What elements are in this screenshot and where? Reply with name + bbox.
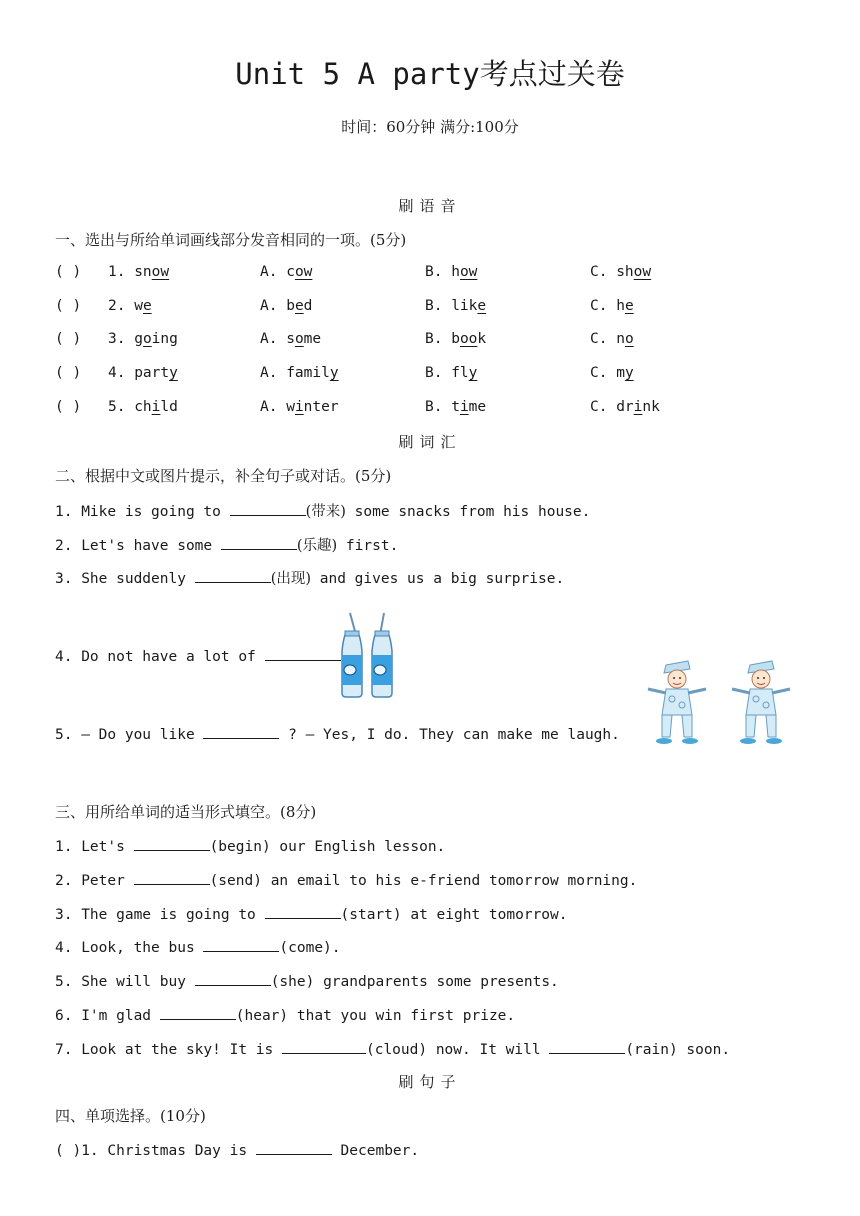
- clowns-picture: [644, 655, 794, 747]
- option-label: A.: [260, 298, 278, 314]
- question-number: 2.: [108, 298, 126, 314]
- question-word: [108, 264, 169, 280]
- option-a[interactable]: [260, 298, 312, 314]
- word-part: h: [451, 264, 460, 280]
- part3-q5: 5. She will buy (she) grandparents some presents.: [55, 971, 559, 990]
- part2-q2: 2. Let's have some (乐趣) first.: [55, 534, 398, 555]
- underlined-letters: i: [459, 399, 469, 415]
- underlined-letters: o: [142, 331, 152, 347]
- soda-bottles-picture: [336, 611, 398, 699]
- word-part: sn: [134, 264, 152, 280]
- question-word: [108, 365, 178, 381]
- part3-q3: 3. The game is going to (start) at eight tomorrow.: [55, 904, 568, 923]
- answer-blank[interactable]: [265, 904, 341, 919]
- answer-blank[interactable]: [134, 836, 210, 851]
- answer-blank[interactable]: [549, 1039, 625, 1054]
- answer-paren[interactable]: ( ): [55, 365, 82, 381]
- answer-blank[interactable]: [221, 535, 297, 550]
- option-label: C.: [590, 264, 608, 280]
- option-label: B.: [425, 399, 443, 415]
- option-b[interactable]: [425, 399, 486, 415]
- word-part: nter: [303, 399, 339, 415]
- option-label: C.: [590, 399, 608, 415]
- part2-heading: 二、根据中文或图片提示，补全句子或对话。(5分): [55, 467, 392, 485]
- answer-paren[interactable]: ( ): [55, 399, 82, 415]
- section-vocab: 刷词汇: [398, 433, 462, 451]
- option-b[interactable]: [425, 264, 477, 280]
- underlined-letters: ow: [151, 264, 170, 280]
- word-part: sh: [616, 264, 634, 280]
- part3-q4: 4. Look, the bus (come).: [55, 937, 341, 956]
- word-part: ld: [160, 399, 178, 415]
- word-part: lik: [451, 298, 478, 314]
- section-phonics: 刷语音: [398, 197, 462, 215]
- question-word: [108, 298, 152, 314]
- option-label: B.: [425, 264, 443, 280]
- option-label: A.: [260, 331, 278, 347]
- answer-blank[interactable]: [265, 646, 341, 661]
- word-part: s: [286, 331, 295, 347]
- answer-blank[interactable]: [203, 937, 279, 952]
- option-a[interactable]: [260, 331, 321, 347]
- answer-blank[interactable]: [230, 501, 306, 516]
- exam-info: 时间：60分钟 满分:100分: [341, 118, 519, 136]
- option-label: C.: [590, 298, 608, 314]
- underlined-letters: ow: [459, 264, 478, 280]
- option-c[interactable]: [590, 365, 634, 381]
- word-part: w: [286, 399, 295, 415]
- word-part: w: [134, 298, 143, 314]
- question-word: [108, 331, 178, 347]
- word-part: m: [616, 365, 625, 381]
- option-a[interactable]: [260, 264, 312, 280]
- option-a[interactable]: [260, 365, 339, 381]
- option-c[interactable]: [590, 331, 634, 347]
- underlined-letters: e: [624, 298, 634, 314]
- option-b[interactable]: [425, 331, 486, 347]
- word-part: ch: [134, 399, 152, 415]
- word-part: famil: [286, 365, 330, 381]
- part3-q2: 2. Peter (send) an email to his e-friend tomorrow morning.: [55, 870, 637, 889]
- option-label: A.: [260, 365, 278, 381]
- word-part: h: [616, 298, 625, 314]
- option-label: B.: [425, 365, 443, 381]
- option-c[interactable]: [590, 298, 634, 314]
- word-part: fl: [451, 365, 469, 381]
- word-part: n: [616, 331, 625, 347]
- answer-blank[interactable]: [282, 1039, 366, 1054]
- option-b[interactable]: [425, 365, 477, 381]
- answer-blank[interactable]: [134, 870, 210, 885]
- answer-blank[interactable]: [203, 724, 279, 739]
- word-part: part: [134, 365, 170, 381]
- underlined-letters: y: [624, 365, 634, 381]
- underlined-letters: o: [294, 331, 304, 347]
- word-part: t: [451, 399, 460, 415]
- word-part: dr: [616, 399, 634, 415]
- part2-q5: 5. — Do you like ? — Yes, I do. They can make me laugh.: [55, 724, 620, 743]
- option-label: A.: [260, 399, 278, 415]
- answer-blank[interactable]: [256, 1140, 332, 1155]
- underlined-letters: ow: [294, 264, 313, 280]
- answer-paren[interactable]: ( ): [55, 264, 82, 280]
- question-number: 4.: [108, 365, 126, 381]
- option-label: C.: [590, 331, 608, 347]
- underlined-letters: y: [468, 365, 478, 381]
- section-sentences: 刷句子: [398, 1073, 462, 1091]
- part1-heading: 一、选出与所给单词画线部分发音相同的一项。(5分): [55, 231, 407, 249]
- answer-paren[interactable]: ( ): [55, 1143, 82, 1159]
- question-word: [108, 399, 178, 415]
- word-part: me: [303, 331, 322, 347]
- underlined-letters: y: [169, 365, 178, 381]
- underlined-letters: y: [329, 365, 339, 381]
- word-part: d: [303, 298, 313, 314]
- part3-q1: 1. Let's (begin) our English lesson.: [55, 836, 445, 855]
- part4-heading: 四、单项选择。(10分): [55, 1107, 206, 1125]
- question-number: 1.: [108, 264, 126, 280]
- word-part: b: [286, 298, 295, 314]
- question-number: 3.: [108, 331, 126, 347]
- answer-blank[interactable]: [160, 1005, 236, 1020]
- option-a[interactable]: [260, 399, 339, 415]
- word-part: b: [451, 331, 460, 347]
- option-label: A.: [260, 264, 278, 280]
- option-label: B.: [425, 331, 443, 347]
- answer-blank[interactable]: [195, 568, 271, 583]
- answer-paren[interactable]: ( ): [55, 298, 82, 314]
- word-part: g: [134, 331, 143, 347]
- word-part: c: [286, 264, 295, 280]
- word-part: k: [477, 331, 487, 347]
- question-number: 5.: [108, 399, 126, 415]
- word-part: nk: [642, 399, 660, 415]
- option-label: C.: [590, 365, 608, 381]
- underlined-letters: o: [624, 331, 634, 347]
- answer-blank[interactable]: [195, 971, 271, 986]
- option-c[interactable]: [590, 399, 660, 415]
- part4-q1: ( )1. Christmas Day is December.: [55, 1140, 419, 1159]
- part3-heading: 三、用所给单词的适当形式填空。(8分): [55, 803, 317, 821]
- underlined-letters: oo: [459, 331, 478, 347]
- underlined-letters: e: [142, 298, 152, 314]
- part2-q3: 3. She suddenly (出现) and gives us a big surprise.: [55, 567, 564, 588]
- underlined-letters: e: [477, 298, 487, 314]
- underlined-letters: i: [151, 399, 161, 415]
- page-title: Unit 5 A party考点过关卷: [235, 57, 625, 91]
- option-b[interactable]: [425, 298, 486, 314]
- option-c[interactable]: [590, 264, 651, 280]
- answer-paren[interactable]: ( ): [55, 331, 82, 347]
- part2-q1: 1. Mike is going to (带来) some snacks from his house.: [55, 500, 590, 521]
- part2-q4: 4. Do not have a lot of: [55, 646, 341, 665]
- underlined-letters: ow: [633, 264, 652, 280]
- underlined-letters: i: [633, 399, 643, 415]
- option-label: B.: [425, 298, 443, 314]
- underlined-letters: i: [294, 399, 304, 415]
- word-part: me: [468, 399, 487, 415]
- part3-q6: 6. I'm glad (hear) that you win first prize.: [55, 1005, 515, 1024]
- part3-q7: 7. Look at the sky! It is (cloud) now. It will (rain) soon.: [55, 1039, 730, 1058]
- word-part: ing: [151, 331, 178, 347]
- underlined-letters: e: [294, 298, 304, 314]
